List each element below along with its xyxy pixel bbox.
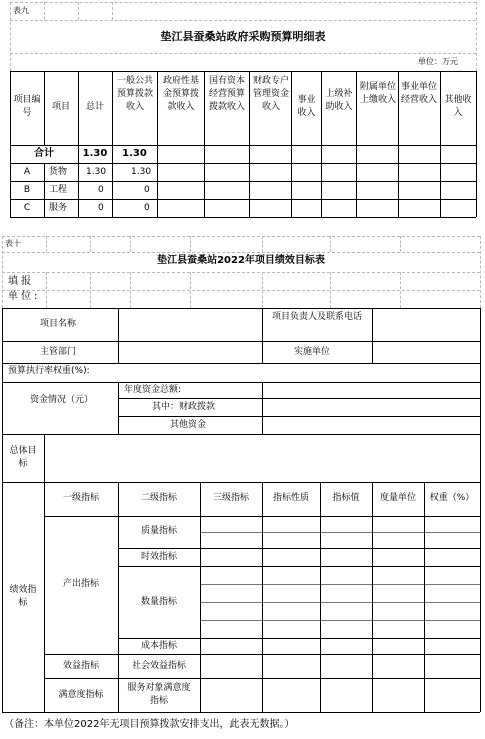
- col-unit: 度量单位: [379, 493, 416, 503]
- t9-header-subsidiary: 附属单位上缴收入: [360, 82, 397, 105]
- table9-title: 垫江县蚕桑站政府采购预算明细表: [160, 30, 326, 43]
- t9-header-superior: 上级补助收入: [325, 89, 353, 112]
- t9-header-item: 项目: [51, 102, 70, 112]
- table10-title: 垫江县蚕桑站2022年项目绩效目标表: [157, 255, 325, 266]
- t9-row-code: B: [23, 185, 31, 195]
- t9-row-item: 工程: [49, 185, 68, 195]
- t9-header-business-operation: 事业单位经营收入: [401, 82, 438, 105]
- social-benefit-indicator: 社会效益指标: [131, 661, 186, 671]
- project-leader-label: 项目负责人及联系电话: [271, 312, 362, 322]
- t9-total-label: 合计: [34, 148, 54, 159]
- other-funds-label: 其他资金: [170, 420, 207, 430]
- project-name-label: 项目名称: [40, 319, 77, 329]
- footnote: （备注：本单位2022年无项目预算拨款安排支出，此表无数据。）: [4, 719, 295, 730]
- impl-unit-label: 实施单位: [294, 347, 331, 357]
- timeliness-indicator: 时效指标: [140, 552, 177, 562]
- table9-label: 表九: [13, 6, 29, 15]
- t9-total-general: 1.30: [122, 148, 147, 159]
- t9-header-special-account: 财政专户管理资金收入: [253, 76, 290, 112]
- col-value: 指标值: [332, 493, 360, 503]
- col-level3: 三级指标: [212, 493, 249, 503]
- t9-header-fund: 政府性基金预算拨款收入: [162, 76, 199, 112]
- filler-label: 填报单位:: [8, 276, 41, 302]
- t9-total-total: 1.30: [82, 148, 108, 159]
- t9-row-total: 1.30: [86, 167, 107, 177]
- col-level2: 二级指标: [140, 493, 177, 503]
- quantity-indicator: 数量指标: [140, 597, 177, 607]
- t9-row-general: 0: [144, 203, 150, 213]
- t9-row-item: 服务: [49, 203, 68, 213]
- t9-row-code: C: [23, 203, 31, 213]
- table10-label: 表十: [5, 239, 21, 248]
- funds-label: 资金情况（元）: [30, 395, 94, 405]
- perf-indicators-label: 绩效指标: [9, 585, 37, 608]
- fiscal-funds-label: 其中：财政拨款: [152, 402, 216, 412]
- quality-indicator: 质量指标: [140, 526, 177, 536]
- t9-row-total: 0: [98, 185, 104, 195]
- exec-weight-label: 预算执行率权重(%):: [8, 366, 90, 376]
- cost-indicator: 成本指标: [140, 641, 177, 651]
- t9-row-general: 1.30: [131, 167, 152, 177]
- t9-row-item: 货物: [49, 167, 68, 177]
- service-satisfaction-indicator: 服务对象满意度指标: [127, 683, 191, 706]
- t9-header-other: 其他收入: [444, 95, 472, 118]
- table9-unit: 单位：万元: [418, 57, 458, 66]
- col-level1: 一级指标: [62, 493, 99, 503]
- output-indicators-label: 产出指标: [62, 579, 99, 589]
- dept-label: 主管部门: [40, 347, 77, 357]
- col-weight: 权重（%）: [429, 493, 475, 503]
- satisfaction-indicators-label: 满意度指标: [58, 690, 104, 700]
- t9-header-business: 事业收入: [297, 95, 316, 118]
- t9-header-state-capital: 国有资本经营预算拨款收入: [208, 76, 245, 112]
- t9-header-general: 一般公共预算拨款收入: [116, 76, 153, 112]
- annual-total-label: 年度资金总额:: [124, 385, 182, 395]
- benefit-indicators-label: 效益指标: [62, 661, 99, 671]
- col-nature: 指标性质: [272, 493, 309, 503]
- t9-row-general: 0: [144, 185, 150, 195]
- overall-goal-label: 总体目标: [9, 446, 37, 469]
- t9-header-code: 项目编号: [13, 95, 41, 118]
- t9-row-total: 0: [98, 203, 104, 213]
- t9-header-total: 总计: [85, 102, 104, 112]
- t9-row-code: A: [23, 167, 31, 177]
